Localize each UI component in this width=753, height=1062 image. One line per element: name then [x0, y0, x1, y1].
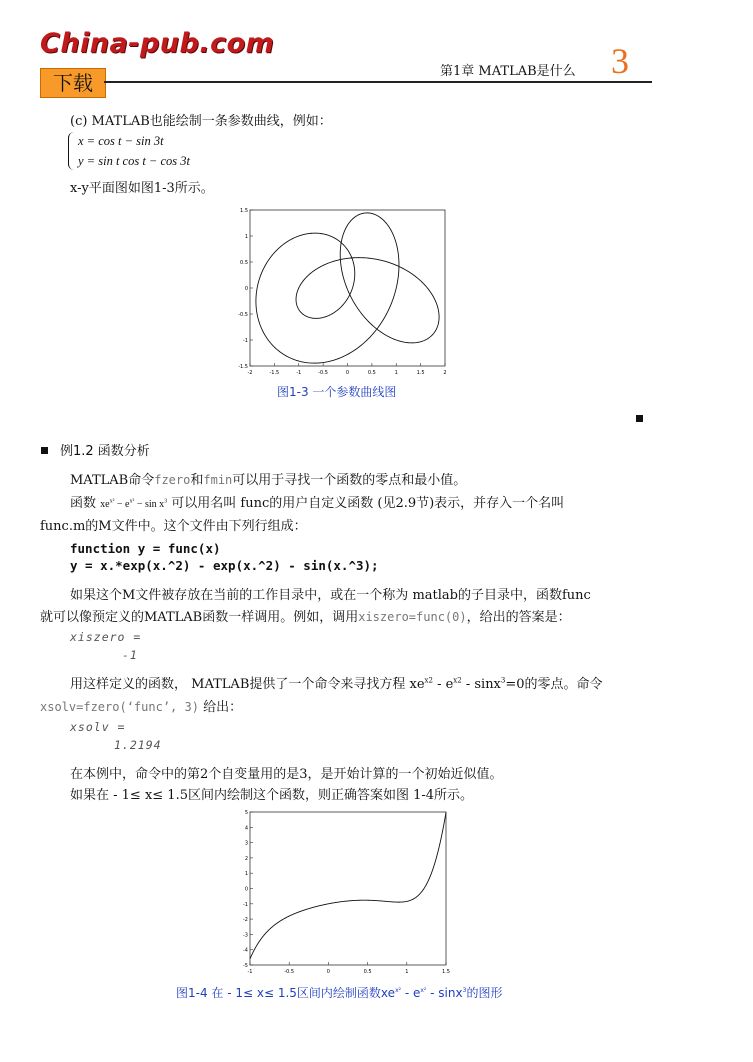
y-tick-label: 1.5 — [240, 208, 248, 214]
x-tick-label: -1 — [296, 370, 302, 374]
xy-plane-text: x-y平面图如图1-3所示。 — [70, 181, 214, 196]
y-tick-label: -4 — [243, 947, 248, 954]
fig4-caption-c: - sinx — [426, 986, 463, 1000]
figure-1-4-caption: 图1-4 在 - 1≤ x≤ 1.5区间内绘制函数$xe^{x^2} - e^{x^2} - \sin x^3$的图形 — [176, 986, 503, 1000]
xiszero-call: xiszero=func(0) — [358, 610, 467, 624]
paragraph-6: 如果在 - 1≤ x≤ 1.5区间内绘制这个函数，则正确答案如图 1-4所示。 — [70, 788, 474, 803]
y-tick-label: -5 — [243, 963, 248, 969]
x-tick-label: -2 — [247, 370, 253, 374]
paragraph-5: 在本例中，命令中的第2个自变量用的是3，是开始计算的一个初始近似值。 — [70, 767, 503, 782]
x-tick-label: 0 — [345, 370, 350, 374]
output-xsolv-value: 1.2194 — [114, 738, 162, 752]
para2-text-b: 可以用名叫 func的用户自定义函数 (见2.9节)表示，并存入一个名叫 — [171, 496, 565, 511]
x-tick-label: -1 — [247, 969, 253, 975]
para1-text-b: 可以用于寻找一个函数的零点和最小值。 — [232, 473, 467, 488]
equation-brace — [68, 132, 75, 170]
x-tick-label: -0.5 — [318, 370, 329, 374]
y-tick-label: 3 — [244, 840, 248, 847]
x-tick-label: 2 — [443, 370, 447, 374]
fzero-call: xsolv=fzero(‘func’, 3) — [40, 700, 199, 714]
para1-and: 和 — [190, 473, 204, 488]
paragraph-4-cont — [40, 696, 242, 715]
x-tick-label: 0.5 — [363, 969, 372, 975]
code-line-2: y = x.*exp(x.^2) - exp(x.^2) - sin(x.^3); — [70, 558, 379, 573]
y-tick-label: -1 — [243, 901, 248, 908]
paragraph-3-cont — [40, 606, 571, 625]
site-logo: China-pub.com — [40, 28, 275, 59]
header-rule — [104, 81, 652, 83]
para4-text-b: - e — [432, 677, 454, 692]
paragraph-2 — [70, 492, 564, 511]
x-tick-label: -0.5 — [284, 969, 295, 975]
figure-1-3-caption: 图1-3 一个参数曲线图 — [277, 385, 397, 399]
chapter-title: 第1章 MATLAB是什么 — [440, 64, 576, 79]
x-tick-label: 1.5 — [416, 370, 425, 374]
parametric-curve — [256, 213, 439, 363]
paragraph-1 — [70, 469, 466, 488]
output-xiszero-value: -1 — [122, 648, 138, 662]
x-tick-label: 1 — [394, 370, 398, 374]
y-tick-label: 0.5 — [240, 260, 248, 266]
y-tick-label: 0 — [244, 286, 248, 292]
chapter-number: 3 — [611, 41, 629, 81]
y-tick-label: 1 — [244, 234, 248, 240]
y-tick-label: -3 — [243, 932, 248, 939]
y-tick-label: 4 — [244, 825, 248, 832]
y-tick-label: 2 — [244, 855, 248, 862]
x-tick-label: 0 — [326, 969, 330, 975]
download-badge[interactable]: 下载 — [40, 68, 106, 98]
fig4-caption-b: - e — [401, 986, 421, 1000]
plot-frame — [250, 812, 446, 965]
para3-text-b: 就可以像预定义的MATLAB函数一样调用。例如，调用 — [40, 610, 359, 625]
heading-bullet — [41, 447, 48, 454]
figure-1-4-function-plot — [226, 806, 458, 976]
x-tick-label: 1 — [405, 969, 409, 975]
y-tick-label: 0 — [244, 886, 248, 893]
item-c-text: (c) MATLAB也能绘制一条参数曲线，例如： — [70, 114, 332, 129]
code-line-1: function y = func(x) — [70, 541, 221, 556]
para4-text-d: =0的零点。命令 — [505, 677, 603, 692]
y-tick-label: 5 — [244, 810, 248, 816]
y-tick-label: -0.5 — [238, 312, 248, 318]
para4-text-a: 用这样定义的函数， MATLAB提供了一个命令来寻找方程 xe — [70, 677, 425, 692]
para2-text-a: 函数 — [70, 496, 97, 511]
para4-text-c: - sinx — [461, 677, 501, 692]
paragraph-3: 如果这个M文件被存放在当前的工作目录中，或在一个称为 matlab的子目录中，函数func — [70, 588, 591, 603]
fmin-command: fmin — [203, 473, 233, 487]
x-tick-label: 0.5 — [367, 370, 376, 374]
end-mark — [636, 415, 643, 422]
paragraph-4: 用这样定义的函数， MATLAB提供了一个命令来寻找方程 $xe^{x2} - e^{x2} - \sin x^3=0$的零点。命令 — [70, 676, 603, 692]
y-tick-label: -1.5 — [238, 364, 248, 370]
y-tick-label: 1 — [244, 871, 248, 878]
output-xiszero-name: xiszero = — [70, 630, 142, 644]
equation-x: x = cos t − sin 3t — [78, 134, 164, 148]
fzero-command: fzero — [154, 473, 191, 487]
expr-xe: xe — [100, 499, 110, 510]
output-xsolv-name: xsolv = — [70, 720, 126, 734]
function-curve — [250, 812, 446, 958]
y-tick-label: -1 — [243, 338, 248, 344]
figure-1-3-parametric-plot — [226, 204, 456, 374]
para1-text-a: MATLAB命令 — [70, 473, 155, 488]
para4-text-e: 给出： — [203, 700, 243, 715]
y-tick-label: -2 — [243, 917, 248, 924]
example-heading: 例1.2 函数分析 — [60, 444, 150, 459]
x-tick-label: -1.5 — [269, 370, 280, 374]
para3-text-c: ，给出的答案是： — [466, 610, 571, 625]
paragraph-2-cont: func.m的M文件中。这个文件由下列行组成： — [40, 519, 307, 534]
function-expression: $xe^{x^2} - e^{x^2} - \sin x^3$ — [100, 498, 168, 510]
fig4-caption-a: 图1-4 在 - 1≤ x≤ 1.5区间内绘制函数xe — [176, 986, 396, 1000]
equation-y: y = sin t cos t − cos 3t — [78, 154, 190, 168]
fig4-caption-d: 的图形 — [466, 986, 503, 1000]
x-tick-label: 1.5 — [442, 969, 450, 975]
